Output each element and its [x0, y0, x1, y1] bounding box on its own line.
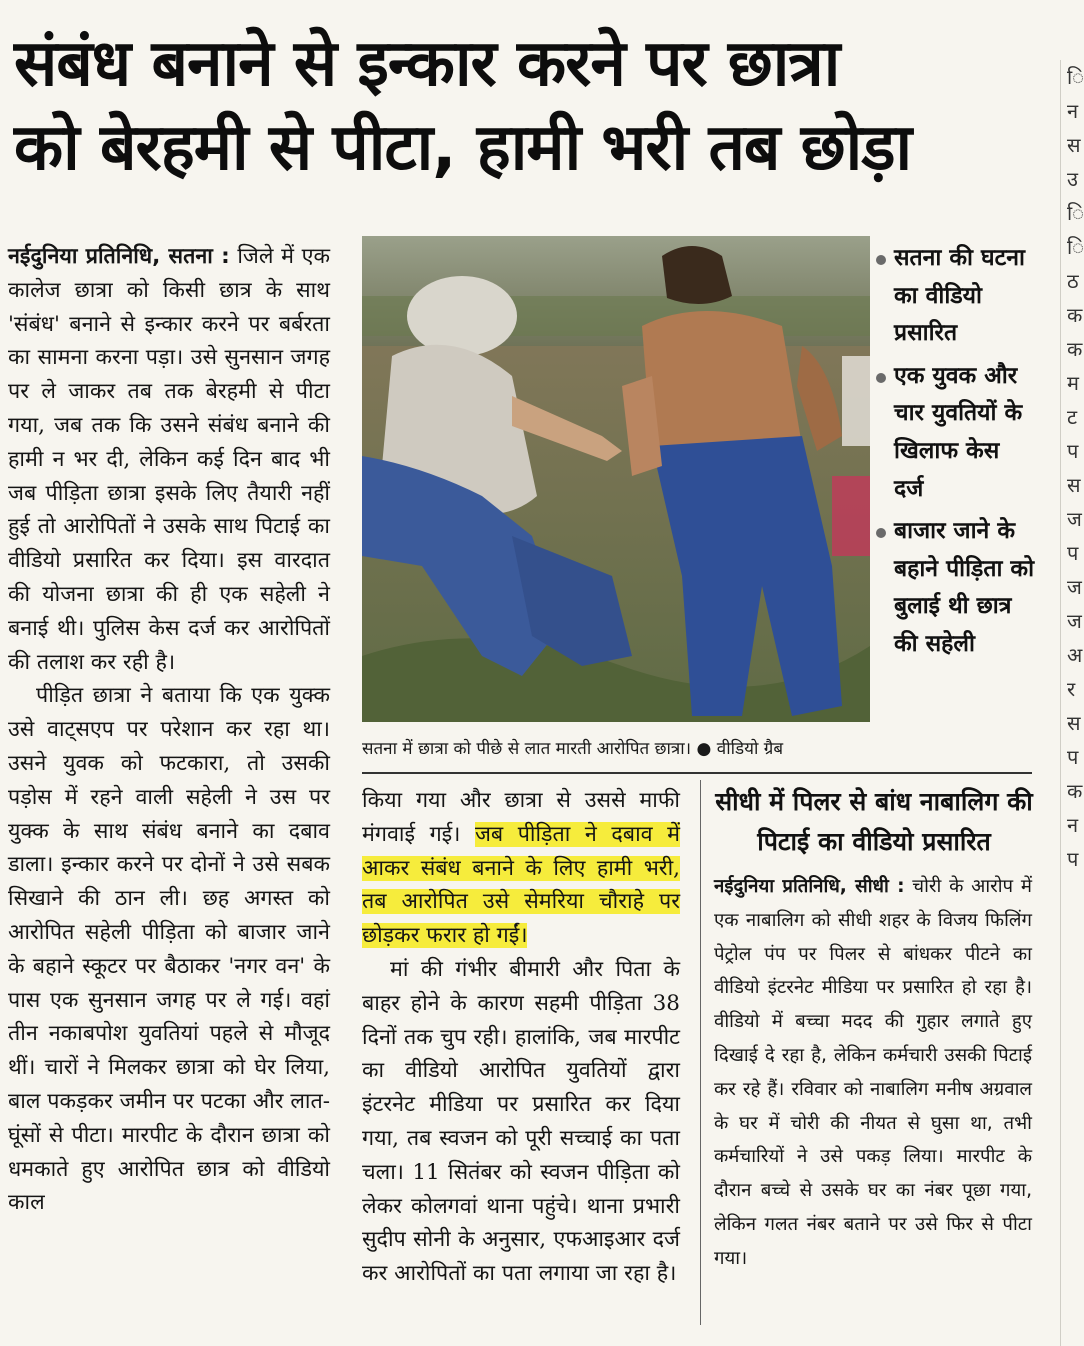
edge-glyph: प [1067, 745, 1079, 769]
headline-line-1: संबंध बनाने से इन्कार करने पर छात्रा [14, 27, 840, 101]
side-story-dateline: नईदुनिया प्रतिनिधि, सीधी : [714, 876, 905, 897]
headline [14, 22, 1044, 190]
article-column-2 [362, 784, 680, 1291]
side-story-text: चोरी के आरोप में एक नाबालिग को सीधी शहर के विजय फिलिंग पेट्रोल पंप पर पिलर से बांधकर पीटने का वीडियो इंटरनेट मीडिया पर प्रसारित हो रहा है। वीडियो में बच्चा मदद की गुहार लगाते हुए दिखाई दे रहा है, लेकिन कर्मचारी उसकी पिटाई कर रहे हैं। रविवार को नाबालिग मनीष अग्रवाल के घर में चोरी की नीयत से घुसा था, तभी कर्मचारियों ने उसे पकड़ लिया। मारपीट के दौरान बच्चे से उसके घर का नंबर पूछा गया, लेकिन गलत नंबर बताने पर उसे फिर से पीटा गया। [714, 876, 1032, 1269]
key-point [874, 358, 1036, 508]
bullet-icon [876, 373, 886, 383]
article-paragraph-3 [362, 784, 680, 953]
photo-caption: सतना में छात्रा को पीछे से लात मारती आरोपित छात्रा। ● वीडियो ग्रैब [362, 739, 784, 759]
edge-glyph: क [1067, 337, 1083, 361]
article-paragraph-1 [8, 240, 330, 679]
key-points [874, 240, 1036, 669]
edge-glyph: स [1067, 133, 1081, 157]
bullet-icon [876, 528, 886, 538]
edge-glyph: ि [1067, 235, 1084, 259]
edge-glyph: ठ [1067, 269, 1079, 293]
key-point [874, 513, 1036, 663]
edge-glyph: ज [1067, 609, 1082, 633]
edge-glyph: ि [1067, 201, 1084, 225]
bullet-icon [876, 255, 886, 265]
section-divider [362, 772, 1032, 774]
edge-glyph: प [1067, 439, 1079, 463]
key-point-text: सतना की घटना का वीडियो प्रसारित [894, 245, 1025, 347]
column-divider [700, 780, 701, 1325]
article-paragraph-2: पीड़ित छात्रा ने बताया कि एक युक्क उसे वाट्सएप पर परेशान कर रहा था। उसने युवक को फटकारा, तो उसकी पड़ोस में रहने वाली सहेली ने उस पर युक्क के साथ संबंध बनाने का दबाव डाला। इन्कार करने पर दोनों ने उसे सबक सिखाने की ठान ली। छह अगस्त को आरोपित सहेली पीड़िता को बाजार जाने के बहाने स्कूटर पर बैठाकर 'नगर वन' के पास एक सुनसान जगह पर ले गई। वहां तीन नकाबपोश युवतियां पहले से मौजूद थीं। चारों ने मिलकर छात्रा को घेर लिया, बाल पकड़कर जमीन पर पटका और लात-घूंसों से पीटा। मारपीट के दौरान छात्रा को धमकाते हुए आरोपित छात्र को वीडियो काल [8, 683, 330, 1216]
edge-glyph: अ [1067, 643, 1083, 667]
edge-glyph: क [1067, 303, 1083, 327]
dateline: नईदुनिया प्रतिनिधि, सतना : [8, 244, 230, 269]
edge-glyph: ज [1067, 507, 1082, 531]
photo-illustration [362, 236, 870, 722]
headline-line-2: को बेरहमी से पीटा, हामी भरी तब छोड़ा [14, 111, 912, 185]
edge-glyph: ज [1067, 575, 1082, 599]
adjacent-column-fragment [1060, 60, 1084, 1346]
article-paragraph-4: मां की गंभीर बीमारी और पिता के बाहर होने के कारण सहमी पीड़िता 38 दिनों तक चुप रही। हालांकि, जब मारपीट का वीडियो आरोपित युवतियों द्वारा इंटरनेट मीडिया पर प्रसारित कर दिया गया, तब स्वजन को पूरी सच्चाई का पता चला। 11 सितंबर को स्वजन पीड़िता को लेकर कोलगवां थाना पहुंचे। थाना प्रभारी सुदीप सोनी के अनुसार, एफआइआर दर्ज कर आरोपितों का पता लगाया जा रहा है। [362, 956, 680, 1287]
edge-glyph: ि [1067, 65, 1084, 89]
key-point-text: बाजार जाने के बहाने पीड़िता को बुलाई थी छात्र की सहेली [894, 518, 1035, 657]
article-paragraph-3-text: किया गया और छात्रा से उससे माफी मंगवाई गई। [362, 788, 680, 847]
key-point [874, 240, 1036, 353]
highlighted-text: जब पीड़िता ने दबाव में आकर संबंध बनाने के लिए हामी भरी, तब आरोपित उसे सेमरिया चौराहे पर छोड़कर फरार हो गईं। [362, 821, 680, 949]
edge-glyph: न [1067, 813, 1079, 837]
news-photo [362, 236, 870, 722]
edge-glyph: स [1067, 473, 1081, 497]
edge-glyph: र [1067, 677, 1076, 701]
key-point-text: एक युवक और चार युवतियों के खिलाफ केस दर्ज [894, 362, 1023, 502]
edge-glyph: न [1067, 99, 1079, 123]
side-story-paragraph [714, 870, 1032, 1276]
edge-glyph: उ [1067, 167, 1078, 191]
article-column-1 [8, 240, 330, 1220]
article-paragraph-1-text: जिले में एक कालेज छात्रा को किसी छात्र के साथ 'संबंध' बनाने से इन्कार करने पर बर्बरता का सामना करना पड़ा। उसे सुनसान जगह पर ले जाकर तब तक बेरहमी से पीटा गया, जब तक कि उसने संबंध बनाने की हामी न भर दी, लेकिन कई दिन बाद भी जब पीड़िता छात्रा इसके लिए तैयारी नहीं हुई तो आरोपितों ने उसके साथ पिटाई का वीडियो प्रसारित कर दिया। इस वारदात की योजना छात्रा की ही एक सहेली ने बनाई थी। पुलिस केस दर्ज कर आरोपितों की तलाश कर रही है। [8, 244, 330, 675]
edge-glyph: ट [1067, 405, 1078, 429]
edge-glyph: प [1067, 541, 1079, 565]
edge-glyph: प [1067, 847, 1079, 871]
edge-glyph: म [1067, 371, 1079, 395]
side-story-body [714, 870, 1032, 1276]
edge-glyph: क [1067, 779, 1083, 803]
edge-glyph: स [1067, 711, 1081, 735]
side-story-title: सीधी में पिलर से बांध नाबालिग की पिटाई का वीडियो प्रसारित [715, 787, 1033, 856]
